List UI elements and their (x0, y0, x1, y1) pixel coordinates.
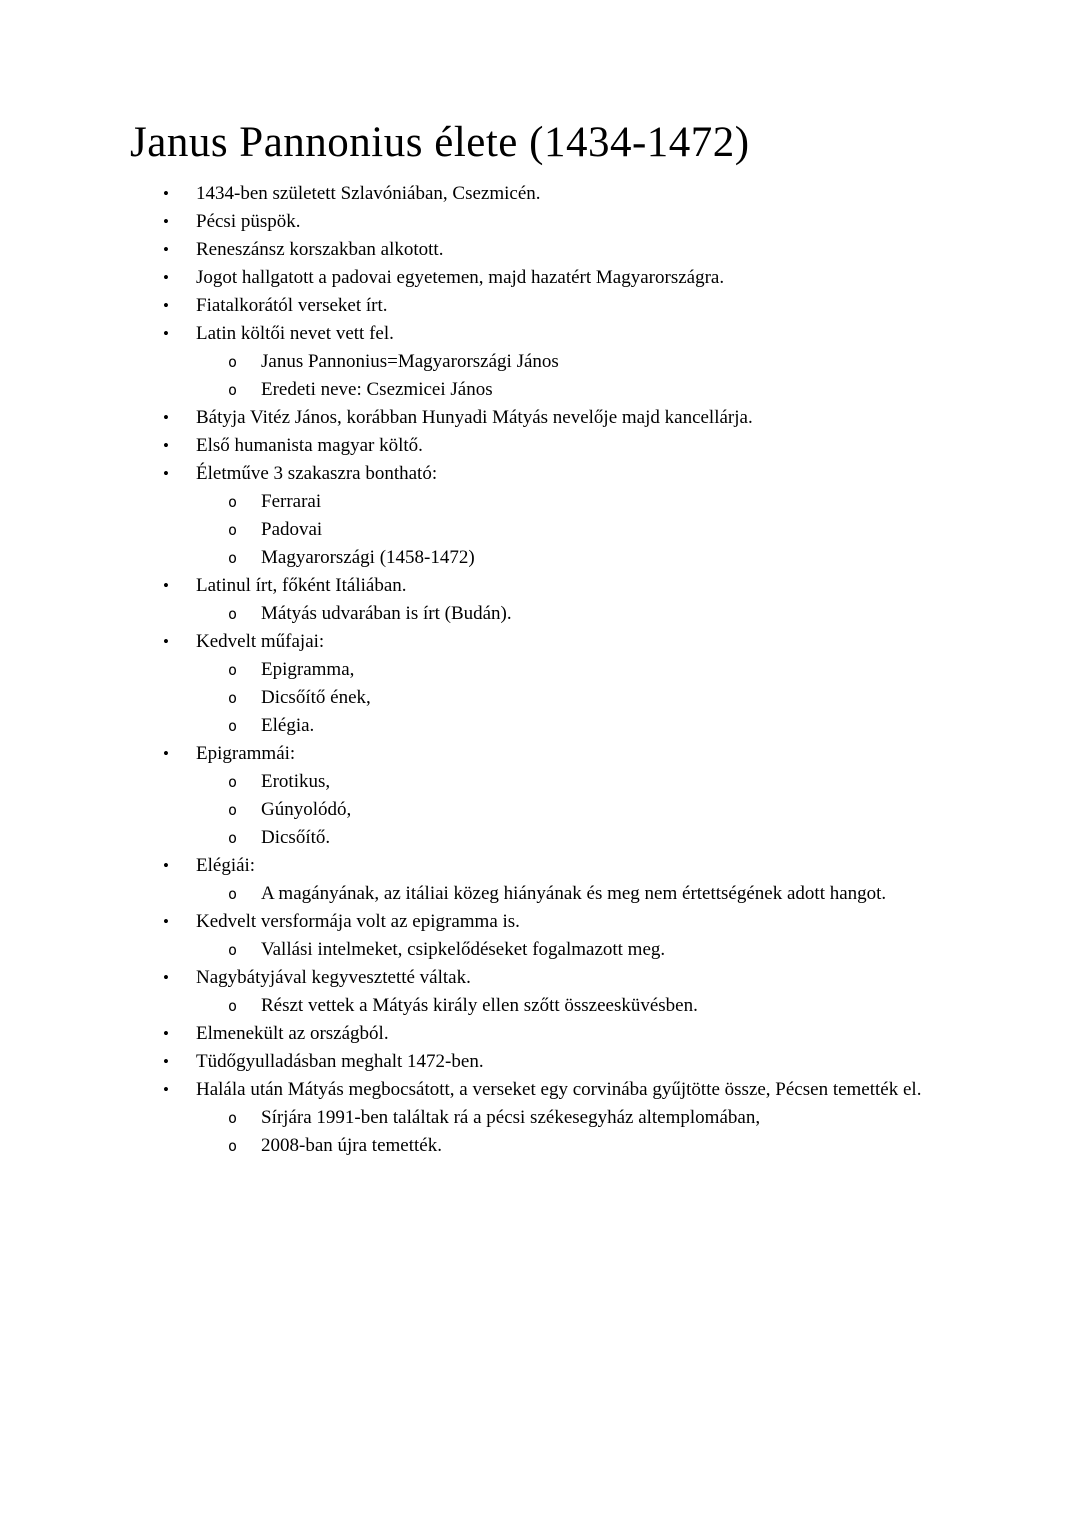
bullet-icon: • (163, 324, 169, 344)
sub-list-item-text: 2008-ban újra temették. (261, 1135, 442, 1157)
sub-list-item (130, 1104, 960, 1132)
sub-list-item-text: Epigramma, (261, 659, 355, 681)
circle-bullet-icon: o (228, 941, 238, 960)
sub-list-item (130, 712, 960, 740)
bullet-icon: • (163, 912, 169, 932)
list-item (130, 404, 960, 432)
list-item-text: Epigrammái: (196, 743, 296, 765)
sub-list-item (130, 600, 960, 628)
list-item-text: Első humanista magyar költő. (196, 435, 423, 457)
sub-list-item-text: Erotikus, (261, 771, 331, 793)
list-item-text: Jogot hallgatott a padovai egyetemen, majd hazatért Magyarországra. (196, 267, 725, 289)
list-item-text: Bátyja Vitéz János, korábban Hunyadi Mátyás nevelője majd kancellárja. (196, 407, 753, 429)
bullet-list (130, 180, 960, 1160)
list-item-text: Reneszánsz korszakban alkotott. (196, 239, 444, 261)
list-item (130, 236, 960, 264)
sub-list-item-text: Eredeti neve: Csezmicei János (261, 379, 493, 401)
list-item (130, 1076, 960, 1104)
list-item (130, 180, 960, 208)
sub-list-item-text: Elégia. (261, 715, 315, 737)
sub-list-item-text: Ferrarai (261, 491, 322, 513)
document-title: Janus Pannonius élete (1434-1472) (130, 119, 750, 166)
circle-bullet-icon: o (228, 521, 238, 540)
sub-list-item (130, 1132, 960, 1160)
list-item-text: Életműve 3 szakaszra bontható: (196, 463, 438, 485)
bullet-icon: • (163, 408, 169, 428)
circle-bullet-icon: o (228, 801, 238, 820)
bullet-icon: • (163, 576, 169, 596)
sub-list-item (130, 488, 960, 516)
bullet-icon: • (163, 296, 169, 316)
circle-bullet-icon: o (228, 549, 238, 568)
list-item (130, 572, 960, 600)
list-item (130, 460, 960, 488)
sub-list-item (130, 796, 960, 824)
sub-list-item-text: Magyarországi (1458-1472) (261, 547, 475, 569)
list-item (130, 964, 960, 992)
sub-list-item (130, 544, 960, 572)
list-item-text: Tüdőgyulladásban meghalt 1472-ben. (196, 1051, 484, 1073)
list-item (130, 1020, 960, 1048)
circle-bullet-icon: o (228, 1137, 238, 1156)
bullet-icon: • (163, 268, 169, 288)
bullet-icon: • (163, 1024, 169, 1044)
sub-list-item-text: Janus Pannonius=Magyarországi János (261, 351, 559, 373)
bullet-icon: • (163, 1052, 169, 1072)
sub-list-item (130, 684, 960, 712)
sub-list-item-text: Sírjára 1991-ben találtak rá a pécsi székesegyház altemplomában, (261, 1107, 761, 1129)
sub-list-item-text: Padovai (261, 519, 323, 541)
list-item-text: Latin költői nevet vett fel. (196, 323, 394, 345)
list-item (130, 292, 960, 320)
list-item-text: Latinul írt, főként Itáliában. (196, 575, 407, 597)
sub-list-item-text: Mátyás udvarában is írt (Budán). (261, 603, 512, 625)
list-item (130, 852, 960, 880)
bullet-icon: • (163, 212, 169, 232)
sub-list-item-text: Gúnyolódó, (261, 799, 352, 821)
sub-list-item (130, 376, 960, 404)
circle-bullet-icon: o (228, 773, 238, 792)
list-item-text: 1434-ben született Szlavóniában, Csezmicén. (196, 183, 541, 205)
bullet-icon: • (163, 240, 169, 260)
list-item-text: Nagybátyjával kegyvesztetté váltak. (196, 967, 471, 989)
bullet-icon: • (163, 856, 169, 876)
bullet-icon: • (163, 436, 169, 456)
list-item (130, 908, 960, 936)
list-item-text: Elmenekült az országból. (196, 1023, 389, 1045)
bullet-icon: • (163, 632, 169, 652)
circle-bullet-icon: o (228, 353, 238, 372)
circle-bullet-icon: o (228, 829, 238, 848)
list-item-text: Fiatalkorától verseket írt. (196, 295, 388, 317)
circle-bullet-icon: o (228, 1109, 238, 1128)
list-item-text: Kedvelt műfajai: (196, 631, 325, 653)
bullet-icon: • (163, 184, 169, 204)
circle-bullet-icon: o (228, 661, 238, 680)
circle-bullet-icon: o (228, 605, 238, 624)
list-item (130, 264, 960, 292)
circle-bullet-icon: o (228, 493, 238, 512)
list-item-text: Halála után Mátyás megbocsátott, a verseket egy corvinába gyűjtötte össze, Pécsen temették el. (196, 1079, 922, 1101)
circle-bullet-icon: o (228, 381, 238, 400)
bullet-icon: • (163, 1080, 169, 1100)
list-item-text: Kedvelt versformája volt az epigramma is. (196, 911, 520, 933)
sub-list-item (130, 348, 960, 376)
sub-list-item-text: Dicsőítő ének, (261, 687, 371, 709)
sub-list-item-text: Dicsőítő. (261, 827, 331, 849)
list-item (130, 320, 960, 348)
list-item (130, 1048, 960, 1076)
sub-list-item (130, 936, 960, 964)
sub-list-item (130, 516, 960, 544)
circle-bullet-icon: o (228, 689, 238, 708)
circle-bullet-icon: o (228, 885, 238, 904)
list-item (130, 628, 960, 656)
bullet-icon: • (163, 744, 169, 764)
sub-list-item-text: Részt vettek a Mátyás király ellen szőtt összeesküvésben. (261, 995, 698, 1017)
sub-list-item (130, 880, 960, 908)
sub-list-item (130, 768, 960, 796)
list-item (130, 432, 960, 460)
list-item (130, 740, 960, 768)
sub-list-item (130, 656, 960, 684)
list-item-text: Pécsi püspök. (196, 211, 301, 233)
sub-list-item-text: A magányának, az itáliai közeg hiányának és meg nem értettségének adott hangot. (261, 883, 887, 905)
list-item-text: Elégiái: (196, 855, 256, 877)
circle-bullet-icon: o (228, 997, 238, 1016)
bullet-icon: • (163, 968, 169, 988)
sub-list-item (130, 824, 960, 852)
circle-bullet-icon: o (228, 717, 238, 736)
list-item (130, 208, 960, 236)
bullet-icon: • (163, 464, 169, 484)
sub-list-item (130, 992, 960, 1020)
sub-list-item-text: Vallási intelmeket, csipkelődéseket fogalmazott meg. (261, 939, 666, 961)
